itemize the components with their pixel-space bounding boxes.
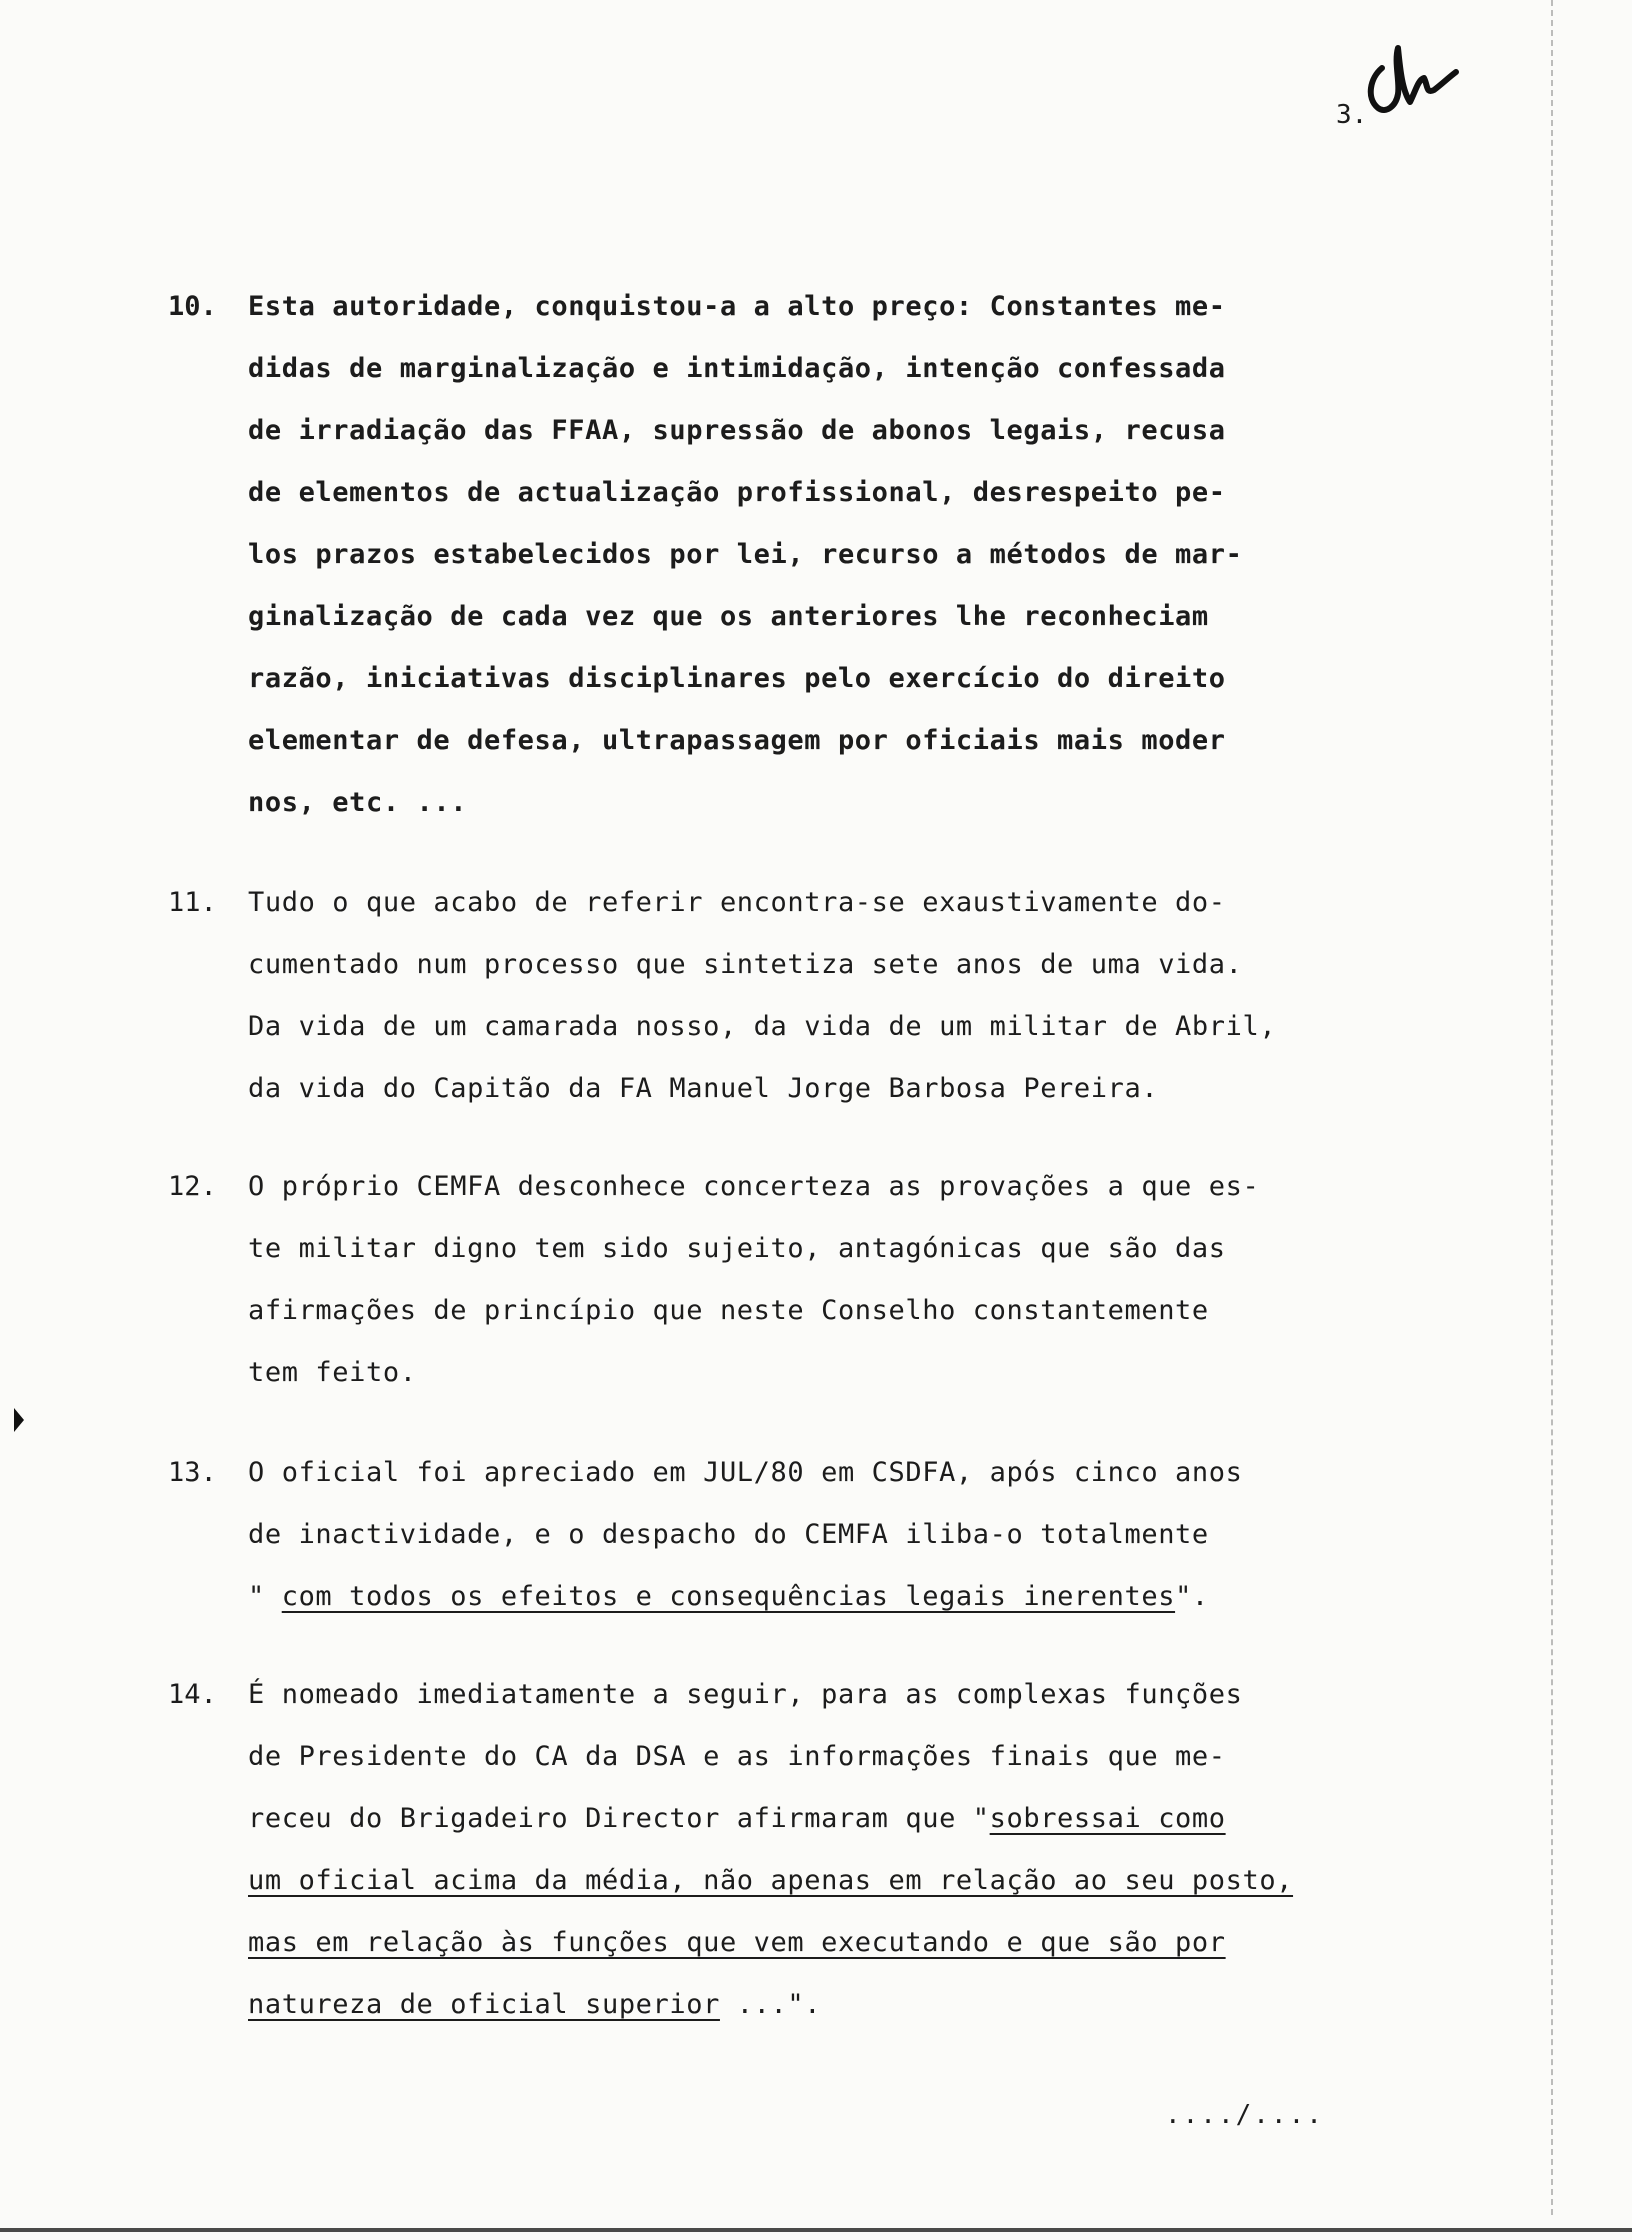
underlined-quote: com todos os efeitos e consequências legais inerentes <box>281 1581 1176 1612</box>
paragraph-number: 14. <box>168 1679 217 1710</box>
text-line: afirmações de princípio que neste Conselho constantemente <box>248 1295 1209 1326</box>
text-line: cumentado num processo que sintetiza sete anos de uma vida. <box>248 949 1243 980</box>
text-line: te militar digno tem sido sujeito, antagónicas que são das <box>248 1233 1226 1264</box>
paragraph-body <box>248 1442 1428 1628</box>
paragraph-number: 10. <box>168 291 217 322</box>
text-line: nos, etc. ... <box>248 787 468 818</box>
text-line: elementar de defesa, ultrapassagem por oficiais mais moder <box>248 725 1226 756</box>
paragraph-body <box>248 872 1428 1120</box>
text-line: O oficial foi apreciado em JUL/80 em CSDFA, após cinco anos <box>248 1457 1243 1488</box>
underlined-quote: mas em relação às funções que vem executando e que são por <box>248 1927 1226 1958</box>
paragraph-body <box>248 276 1428 834</box>
text-line <box>248 1850 1428 1912</box>
continuation-mark: ..../.... <box>1165 2100 1324 2130</box>
underlined-quote: natureza de oficial superior <box>248 1989 720 2020</box>
paragraph-number: 13. <box>168 1457 217 1488</box>
text-line: Da vida de um camarada nosso, da vida de um militar de Abril, <box>248 1011 1277 1042</box>
text-line <box>248 1788 1428 1850</box>
underlined-quote: um oficial acima da média, não apenas em relação ao seu posto, <box>248 1865 1294 1896</box>
paragraph-body <box>248 1156 1428 1404</box>
text-line: de irradiação das FFAA, supressão de abonos legais, recusa <box>248 415 1226 446</box>
text-line: Tudo o que acabo de referir encontra-se exaustivamente do- <box>248 887 1226 918</box>
page-number: 3. <box>1336 100 1368 130</box>
paragraph-body <box>248 1664 1428 2036</box>
page-bottom-edge <box>0 2228 1632 2232</box>
quote-close: ...". <box>719 1989 822 2020</box>
text-line: de elementos de actualização profissional, desrespeito pe- <box>248 477 1226 508</box>
text-segment: receu do Brigadeiro Director afirmaram que " <box>248 1803 990 1834</box>
underlined-quote: sobressai como <box>989 1803 1226 1834</box>
text-line: didas de marginalização e intimidação, intenção confessada <box>248 353 1226 384</box>
text-line <box>248 1974 1428 2036</box>
text-line: de inactividade, e o despacho do CEMFA iliba-o totalmente <box>248 1519 1209 1550</box>
text-line: los prazos estabelecidos por lei, recurso a métodos de mar- <box>248 539 1243 570</box>
binding-mark-icon <box>14 1408 24 1432</box>
margin-scan-line <box>1551 0 1553 2215</box>
text-line: tem feito. <box>248 1357 417 1388</box>
text-line: ginalização de cada vez que os anteriores lhe reconheciam <box>248 601 1209 632</box>
text-line: de Presidente do CA da DSA e as informações finais que me- <box>248 1741 1226 1772</box>
text-line: Esta autoridade, conquistou-a a alto preço: Constantes me- <box>248 291 1226 322</box>
text-line <box>248 1912 1428 1974</box>
signature-icon <box>1352 28 1462 128</box>
paragraph-number: 12. <box>168 1171 217 1202</box>
text-line: O próprio CEMFA desconhece concerteza as provações a que es- <box>248 1171 1260 1202</box>
quote-close: ". <box>1175 1581 1209 1612</box>
text-line: É nomeado imediatamente a seguir, para as complexas funções <box>248 1679 1243 1710</box>
paragraph-number: 11. <box>168 887 217 918</box>
text-line: razão, iniciativas disciplinares pelo exercício do direito <box>248 663 1226 694</box>
text-line <box>248 1566 1428 1628</box>
quote-open: " <box>248 1581 282 1612</box>
text-line: da vida do Capitão da FA Manuel Jorge Barbosa Pereira. <box>248 1073 1159 1104</box>
